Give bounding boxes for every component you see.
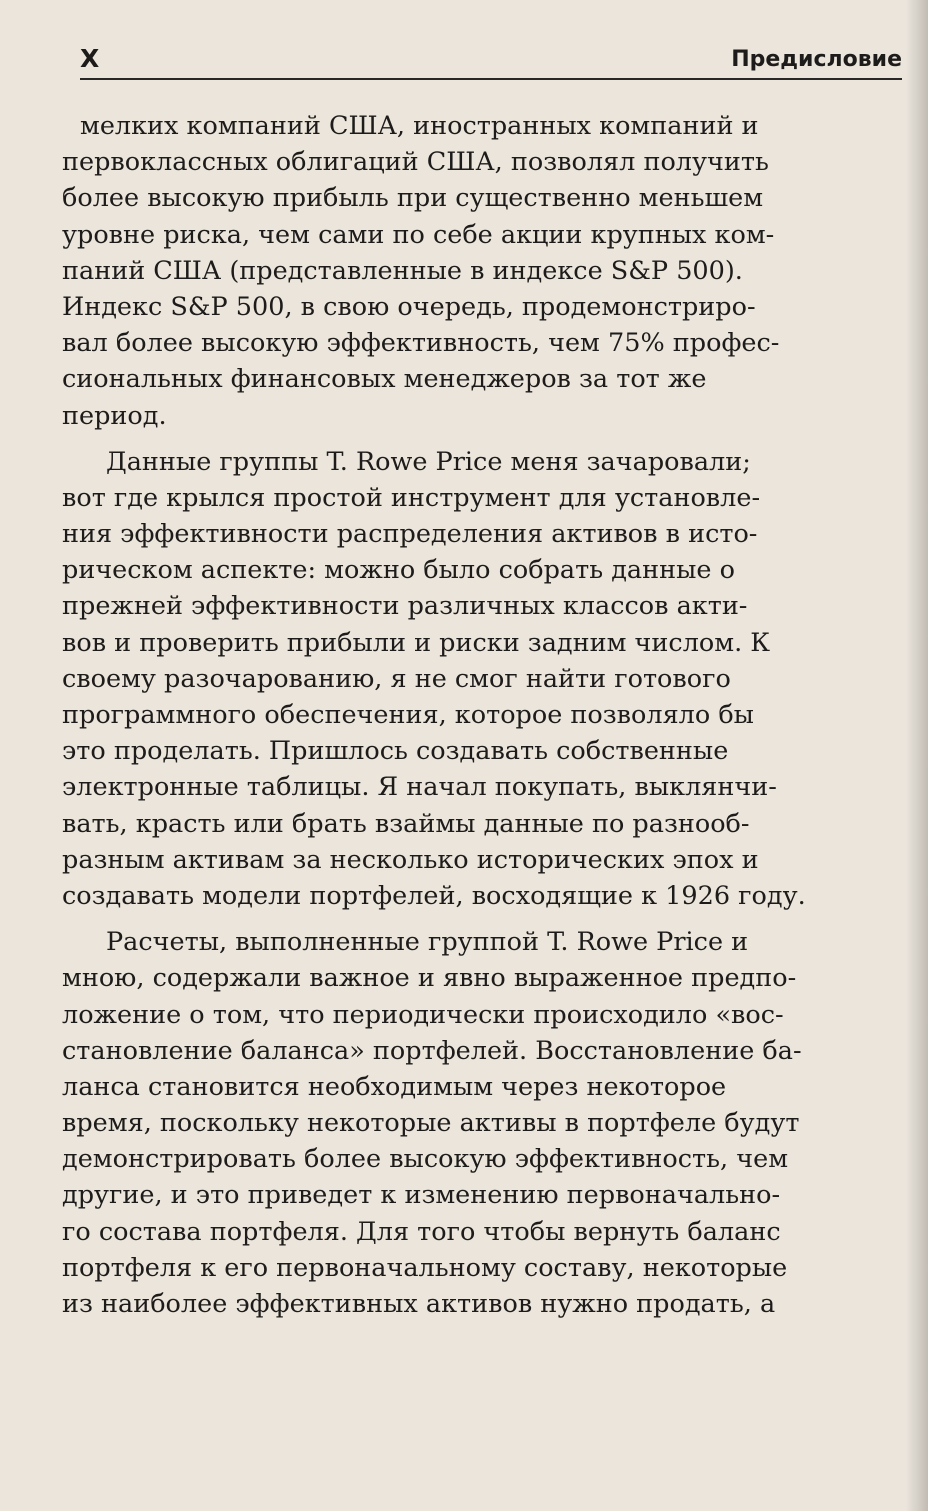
text-line: сиональных финансовых менеджеров за тот же bbox=[62, 364, 707, 395]
text-line: из наиболее эффективных активов нужно продать, а bbox=[62, 1289, 776, 1319]
text-line: более высокую прибыль при существенно меньшем bbox=[62, 183, 764, 214]
paragraph-1 bbox=[62, 108, 892, 434]
text-line: становление баланса» портфелей. Восстановление ба- bbox=[62, 1035, 802, 1066]
text-line: первоклассных облигаций США, позволял получить bbox=[62, 147, 769, 178]
page-edge-shadow bbox=[906, 0, 928, 1511]
text-line: своему разочарованию, я не смог найти готового bbox=[62, 663, 731, 694]
paragraph-2 bbox=[62, 444, 892, 914]
text-line: разным активам за несколько исторических эпох и bbox=[62, 844, 759, 875]
running-head bbox=[80, 44, 902, 80]
text-line: время, поскольку некоторые активы в портфеле будут bbox=[62, 1108, 800, 1139]
paragraph-3 bbox=[62, 924, 892, 1322]
text-line: вать, красть или брать взаймы данные по разнооб- bbox=[62, 808, 750, 839]
text-line: портфеля к его первоначальному составу, некоторые bbox=[62, 1252, 788, 1283]
text-line: мелких компаний США, иностранных компаний и bbox=[80, 111, 759, 141]
text-line: паний США (представленные в индексе S&P 500). bbox=[62, 255, 743, 286]
text-line: вал более высокую эффективность, чем 75% профес- bbox=[62, 328, 780, 359]
text-line: создавать модели портфелей, восходящие к 1926 году. bbox=[62, 880, 806, 911]
text-line: ланса становится необходимым через некоторое bbox=[62, 1071, 727, 1102]
text-line: вов и проверить прибыли и риски задним числом. К bbox=[62, 627, 771, 658]
text-line: вот где крылся простой инструмент для установле- bbox=[62, 482, 761, 513]
text-line: Расчеты, выполненные группой T. Rowe Price и bbox=[106, 927, 749, 958]
text-line: это проделать. Пришлось создавать собственные bbox=[62, 736, 729, 767]
text-line: ния эффективности распределения активов в исто- bbox=[62, 519, 758, 550]
text-line: демонстрировать более высокую эффективность, чем bbox=[62, 1144, 789, 1175]
text-line: другие, и это приведет к изменению первоначально- bbox=[62, 1180, 781, 1211]
text-line: электронные таблицы. Я начал покупать, выклянчи- bbox=[62, 772, 777, 803]
text-line: мною, содержали важное и явно выраженное предпо- bbox=[62, 963, 797, 994]
text-line: прежней эффективности различных классов акти- bbox=[62, 591, 748, 622]
text-line: уровне риска, чем сами по себе акции крупных ком- bbox=[62, 219, 775, 250]
text-line: Индекс S&P 500, в свою очередь, продемонстриро- bbox=[62, 291, 756, 322]
page-number: X bbox=[80, 44, 100, 73]
text-line: ложение о том, что периодически происходило «вос- bbox=[62, 999, 784, 1030]
text-line: период. bbox=[62, 400, 167, 431]
text-line: программного обеспечения, которое позволяло бы bbox=[62, 700, 754, 730]
chapter-title: Предисловие bbox=[731, 47, 902, 72]
text-line: Данные группы T. Rowe Price меня зачаровали; bbox=[106, 446, 751, 477]
body-text bbox=[62, 108, 892, 1322]
text-line: рическом аспекте: можно было собрать данные о bbox=[62, 555, 735, 586]
text-line: го состава портфеля. Для того чтобы вернуть баланс bbox=[62, 1216, 781, 1247]
